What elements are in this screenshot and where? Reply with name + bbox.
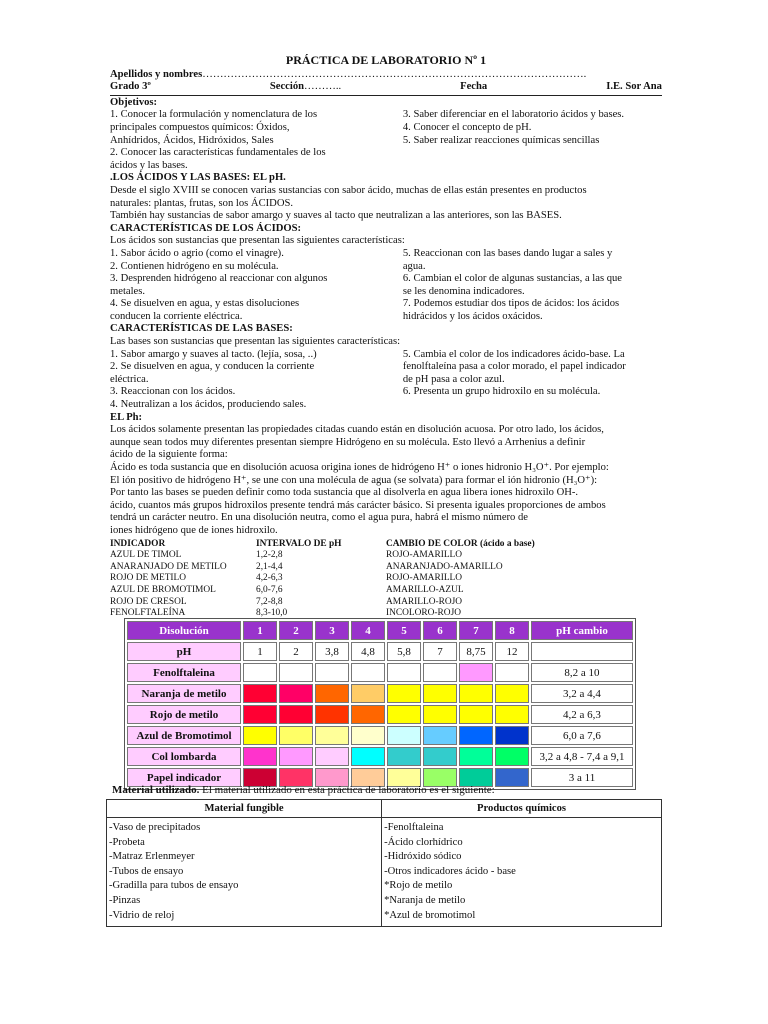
productos-quimicos-list bbox=[382, 818, 662, 927]
apellidos-label: Apellidos y nombres bbox=[110, 68, 203, 80]
paragraph-line: También hay sustancias de sabor amargo y suaves al tacto que neutralizan a las anteriores, son las BASES. bbox=[110, 210, 562, 222]
apellidos-dots: ………………………………………………………………………………………………. bbox=[202, 68, 587, 80]
objetivo-line: Anhídridos, Ácidos, Hidróxidos, Sales bbox=[110, 134, 274, 146]
paragraph-line: iones hidrógeno que de iones hidroxilo. bbox=[110, 524, 278, 536]
el-ph-text bbox=[110, 424, 662, 537]
ph-row bbox=[127, 642, 633, 661]
indicator-row bbox=[110, 597, 662, 609]
color-swatch bbox=[459, 684, 493, 703]
material-item: -Pinzas bbox=[109, 894, 141, 906]
caract-acidos-left bbox=[110, 248, 397, 324]
el-ph-heading: EL Ph: bbox=[110, 411, 143, 423]
material-table bbox=[106, 799, 662, 927]
color-swatch bbox=[315, 684, 349, 703]
indicator-cell: 6,0-7,6 bbox=[256, 584, 283, 595]
producto-item: -Otros indicadores ácido - base bbox=[384, 865, 516, 877]
name-line bbox=[110, 69, 662, 82]
ph-range: 3 a 11 bbox=[531, 768, 633, 787]
indicator-cell: 4,2-6,3 bbox=[256, 573, 283, 584]
objetivo-line: 5. Saber realizar reacciones químicas sencillas bbox=[402, 134, 600, 146]
caracteristica-line: 2. Se disuelven en agua, y conducen la corriente bbox=[110, 361, 315, 373]
objetivos-block bbox=[110, 109, 662, 172]
indicator-cell: INCOLORO-ROJO bbox=[386, 608, 461, 619]
indicator-cell: 7,2-8,8 bbox=[256, 596, 283, 607]
caracteristica-line: fenolftaleína pasa a color morado, el papel indicador bbox=[402, 361, 626, 373]
color-swatch bbox=[423, 663, 457, 682]
objetivo-line: 2. Conocer las características fundamentales de los bbox=[110, 147, 326, 159]
caracteristica-line: 5. Reaccionan con las bases dando lugar a sales y bbox=[402, 247, 613, 259]
ph-value: 12 bbox=[495, 642, 529, 661]
color-swatch bbox=[459, 726, 493, 745]
indicator-cell: AZUL DE BROMOTIMOL bbox=[110, 584, 216, 595]
material-item: -Vaso de precipitados bbox=[109, 822, 201, 833]
indicator-cell: FENOLFTALEÍNA bbox=[110, 608, 186, 619]
color-swatch bbox=[351, 684, 385, 703]
color-swatch bbox=[243, 726, 277, 745]
color-swatch bbox=[387, 726, 421, 745]
ph-value: 1 bbox=[243, 642, 277, 661]
color-swatch bbox=[279, 684, 313, 703]
color-swatch bbox=[315, 747, 349, 766]
indicator-cell: AMARILLO-AZUL bbox=[386, 584, 464, 595]
color-swatch bbox=[495, 684, 529, 703]
disolucion-number: 7 bbox=[459, 621, 493, 640]
indicator-color-row bbox=[127, 705, 633, 724]
color-swatch bbox=[459, 705, 493, 724]
color-swatch bbox=[423, 684, 457, 703]
indicator-color-row bbox=[127, 663, 633, 682]
worksheet bbox=[110, 54, 662, 620]
indicator-color-row bbox=[127, 684, 633, 703]
indicator-name: Rojo de metilo bbox=[127, 705, 241, 724]
color-swatch bbox=[351, 747, 385, 766]
indicator-name: Col lombarda bbox=[127, 747, 241, 766]
acidos-bases-heading: .LOS ÁCIDOS Y LAS BASES: EL pH. bbox=[110, 172, 286, 184]
ph-value: 3,8 bbox=[315, 642, 349, 661]
indicator-name: Papel indicador bbox=[127, 768, 241, 787]
ph-value: 5,8 bbox=[387, 642, 421, 661]
ph-range: 8,2 a 10 bbox=[531, 663, 633, 682]
indicator-cell: ROJO DE CRESOL bbox=[110, 596, 187, 607]
indicator-cell: 1,2-2,8 bbox=[256, 550, 283, 561]
objetivo-line: 4. Conocer el concepto de pH. bbox=[402, 121, 532, 133]
ph-label: pH bbox=[127, 642, 241, 661]
color-swatch bbox=[315, 726, 349, 745]
caracteristica-line: agua. bbox=[402, 260, 426, 272]
color-swatch bbox=[495, 663, 529, 682]
color-swatch bbox=[243, 747, 277, 766]
caracteristica-line: se les denomina indicadores. bbox=[402, 285, 525, 297]
material-fungible-header: Material fungible bbox=[107, 800, 382, 818]
indicator-name: Azul de Bromotimol bbox=[127, 726, 241, 745]
indicator-row bbox=[110, 562, 662, 574]
disolucion-number: 1 bbox=[243, 621, 277, 640]
color-swatch bbox=[387, 684, 421, 703]
objetivos-right bbox=[403, 109, 662, 172]
caracteristica-line: 4. Neutralizan a los ácidos, produciendo sales. bbox=[110, 399, 307, 411]
paragraph-line: ácido de la siguiente forma: bbox=[110, 449, 228, 461]
color-swatch bbox=[387, 705, 421, 724]
color-swatch bbox=[423, 726, 457, 745]
disolucion-number: 2 bbox=[279, 621, 313, 640]
caracteristica-line: de pH pasa a color azul. bbox=[402, 373, 505, 385]
indicator-cell: AZUL DE TIMOL bbox=[110, 550, 182, 561]
caracteristica-line: 3. Reaccionan con los ácidos. bbox=[110, 386, 236, 398]
disolucion-number: 3 bbox=[315, 621, 349, 640]
indicator-row bbox=[110, 573, 662, 585]
objetivo-line: 1. Conocer la formulación y nomenclatura de los bbox=[110, 109, 318, 121]
paragraph-line: naturales: plantas, frutas, son los ÁCIDOS. bbox=[110, 197, 294, 209]
color-swatch bbox=[423, 747, 457, 766]
objetivo-line: 3. Saber diferenciar en el laboratorio ácidos y bases. bbox=[402, 109, 625, 121]
header-rule bbox=[110, 95, 662, 96]
producto-item: -Ácido clorhídrico bbox=[384, 836, 463, 848]
material-fungible-list bbox=[107, 818, 382, 927]
material-item: -Vidrio de reloj bbox=[109, 909, 175, 921]
indicator-column-header: INTERVALO DE pH bbox=[256, 538, 342, 549]
material-title-rest: El material utilizado en esta práctica de laboratorio es el siguiente: bbox=[199, 784, 495, 796]
seccion-label: Sección bbox=[269, 81, 305, 93]
color-swatch bbox=[279, 663, 313, 682]
disolucion-header: Disolución bbox=[127, 621, 241, 640]
acidos-bases-text bbox=[110, 185, 662, 223]
indicator-cell: AMARILLO-ROJO bbox=[386, 596, 463, 607]
ph-cambio-header: pH cambio bbox=[531, 621, 633, 640]
objetivo-line: ácidos y las bases. bbox=[110, 159, 188, 171]
indicator-cell: ROJO DE METILO bbox=[110, 573, 187, 584]
indicator-color-row bbox=[127, 726, 633, 745]
producto-item: *Naranja de metilo bbox=[384, 894, 466, 906]
indicator-cell: ROJO-AMARILLO bbox=[386, 573, 463, 584]
color-table-header-row bbox=[127, 621, 633, 640]
color-swatch bbox=[495, 726, 529, 745]
school-name: I.E. Sor Ana bbox=[606, 81, 662, 93]
color-swatch bbox=[495, 768, 529, 787]
caracteristica-line: 6. Presenta un grupo hidroxilo en su molécula. bbox=[402, 386, 601, 398]
color-swatch bbox=[387, 663, 421, 682]
color-swatch bbox=[279, 705, 313, 724]
indicator-row bbox=[110, 585, 662, 597]
color-swatch bbox=[351, 705, 385, 724]
caract-acidos-right bbox=[403, 248, 662, 324]
indicator-column-header: INDICADOR bbox=[110, 538, 166, 549]
ph-range: 3,2 a 4,8 - 7,4 a 9,1 bbox=[531, 747, 633, 766]
color-swatch bbox=[495, 705, 529, 724]
paragraph-line: aunque sean todos muy diferentes presentan siempre Hidrógeno en su molécula. Esto llevó a Arrhenius a definir bbox=[110, 436, 586, 448]
indicator-list bbox=[110, 539, 662, 620]
paragraph-line: Por tanto las bases se pueden definir como toda sustancia que al disolverla en agua libera iones hidroxilo OH-. bbox=[110, 487, 579, 499]
productos-quimicos-header: Productos químicos bbox=[382, 800, 662, 818]
objetivo-line: principales compuestos químicos: Óxidos, bbox=[110, 121, 290, 133]
caracteristica-line: 4. Se disuelven en agua, y estas disoluciones bbox=[110, 298, 300, 310]
disolucion-number: 4 bbox=[351, 621, 385, 640]
color-swatch bbox=[423, 705, 457, 724]
ph-range: 4,2 a 6,3 bbox=[531, 705, 633, 724]
disolucion-number: 5 bbox=[387, 621, 421, 640]
caracteristica-line: 2. Contienen hidrógeno en su molécula. bbox=[110, 260, 279, 272]
color-swatch bbox=[315, 663, 349, 682]
caract-bases-left bbox=[110, 349, 397, 412]
indicator-cell: 8,3-10,0 bbox=[256, 608, 288, 619]
seccion-dots: ……….. bbox=[304, 81, 342, 93]
objetivos-left bbox=[110, 109, 397, 172]
grade-line bbox=[110, 81, 662, 94]
color-swatch bbox=[495, 747, 529, 766]
ph-value: 2 bbox=[279, 642, 313, 661]
paragraph-line: El ión positivo de hidrógeno H⁺, se une con una molécula de agua (se solvata) para formar el ión hidronio (H₃O⁺): bbox=[110, 474, 598, 486]
caract-bases-intro: Las bases son sustancias que presentan las siguientes características: bbox=[110, 336, 401, 348]
color-swatch bbox=[243, 684, 277, 703]
disolucion-number: 6 bbox=[423, 621, 457, 640]
color-swatch bbox=[459, 663, 493, 682]
producto-item: -Fenolftaleina bbox=[384, 822, 444, 833]
caracteristica-line: conducen la corriente eléctrica. bbox=[110, 310, 243, 322]
ph-value: 8,75 bbox=[459, 642, 493, 661]
indicator-name: Naranja de metilo bbox=[127, 684, 241, 703]
paragraph-line: Los ácidos solamente presentan las propiedades citadas cuando están en disolución acuosa. Por otro lado, los ácidos, bbox=[110, 424, 604, 436]
ph-value: 7 bbox=[423, 642, 457, 661]
indicator-cell: ANARANJADO DE METILO bbox=[110, 561, 227, 572]
caract-bases-right bbox=[403, 349, 662, 412]
ph-blank-cell bbox=[531, 642, 633, 661]
caract-acidos-heading: CARACTERÍSTICAS DE LOS ÁCIDOS: bbox=[110, 222, 302, 234]
caract-bases-heading: CARACTERÍSTICAS DE LAS BASES: bbox=[110, 323, 293, 335]
indicator-header-row bbox=[110, 539, 662, 551]
caracteristica-line: metales. bbox=[110, 285, 146, 297]
color-swatch bbox=[279, 726, 313, 745]
caract-acidos-intro: Los ácidos son sustancias que presentan las siguientes características: bbox=[110, 235, 405, 247]
caracteristica-line: eléctrica. bbox=[110, 373, 149, 385]
indicator-row bbox=[110, 550, 662, 562]
disolucion-number: 8 bbox=[495, 621, 529, 640]
objetivos-heading: Objetivos: bbox=[110, 96, 158, 108]
caracteristica-line: 1. Sabor ácido o agrio (como el vinagre). bbox=[110, 247, 284, 259]
ph-range: 6,0 a 7,6 bbox=[531, 726, 633, 745]
material-title bbox=[112, 784, 495, 796]
indicator-cell: ANARANJADO-AMARILLO bbox=[386, 561, 503, 572]
paragraph-line: Desde el siglo XVIII se conocen varias sustancias con sabor ácido, muchas de ellas están presentes en productos bbox=[110, 184, 587, 196]
producto-item: *Rojo de metilo bbox=[384, 880, 453, 892]
indicator-color-row bbox=[127, 747, 633, 766]
color-swatch bbox=[459, 747, 493, 766]
ph-range: 3,2 a 4,4 bbox=[531, 684, 633, 703]
indicator-cell: ROJO-AMARILLO bbox=[386, 550, 463, 561]
color-swatch bbox=[387, 747, 421, 766]
caracteristica-line: 7. Podemos estudiar dos tipos de ácidos: los ácidos bbox=[402, 298, 620, 310]
color-table bbox=[124, 618, 636, 790]
caracteristica-line: 5. Cambia el color de los indicadores ácido-base. La bbox=[402, 348, 625, 360]
material-item: -Probeta bbox=[109, 836, 145, 848]
indicator-name: Fenolftaleina bbox=[127, 663, 241, 682]
color-swatch bbox=[243, 663, 277, 682]
page-title: PRÁCTICA DE LABORATORIO Nº 1 bbox=[285, 53, 487, 67]
caracteristica-line: 1. Sabor amargo y suaves al tacto. (lejía, sosa, ..) bbox=[110, 348, 317, 360]
paragraph-line: Ácido es toda sustancia que en disolución acuosa origina iones de hidrógeno H⁺ o iones hidronio H₃O⁺. Por ejemplo: bbox=[110, 462, 609, 473]
color-swatch bbox=[279, 747, 313, 766]
material-item: -Gradilla para tubos de ensayo bbox=[109, 880, 239, 892]
producto-item: -Hidróxido sódico bbox=[384, 851, 462, 863]
color-swatch bbox=[351, 663, 385, 682]
ph-value: 4,8 bbox=[351, 642, 385, 661]
color-swatch bbox=[315, 705, 349, 724]
fecha-label: Fecha bbox=[460, 81, 488, 93]
producto-item: *Azul de bromotimol bbox=[384, 909, 476, 921]
color-swatch bbox=[351, 726, 385, 745]
material-item: -Matraz Erlenmeyer bbox=[109, 851, 195, 863]
indicator-cell: 2,1-4,4 bbox=[256, 561, 283, 572]
material-title-bold: Material utilizado. bbox=[112, 784, 200, 796]
caracteristica-line: 3. Desprenden hidrógeno al reaccionar con algunos bbox=[110, 273, 328, 285]
caract-bases-block bbox=[110, 349, 662, 412]
caract-acidos-block bbox=[110, 248, 662, 324]
grado-label: Grado 3º bbox=[110, 81, 151, 93]
color-swatch bbox=[243, 705, 277, 724]
caracteristica-line: hidrácidos y los ácidos oxácidos. bbox=[402, 310, 543, 322]
caracteristica-line: 6. Cambian el color de algunas sustancias, a las que bbox=[402, 273, 623, 285]
material-item: -Tubos de ensayo bbox=[109, 865, 184, 877]
paragraph-line: ácido, cuantos más grupos hidroxilos presente tendrá más carácter básico. Si presenta iguales proporciones de ambos bbox=[110, 499, 606, 511]
paragraph-line: tendrá un carácter neutro. En una disolución neutra, como el agua pura, habrá el mismo número de bbox=[110, 512, 529, 524]
indicator-column-header: CAMBIO DE COLOR (ácido a base) bbox=[386, 538, 535, 549]
